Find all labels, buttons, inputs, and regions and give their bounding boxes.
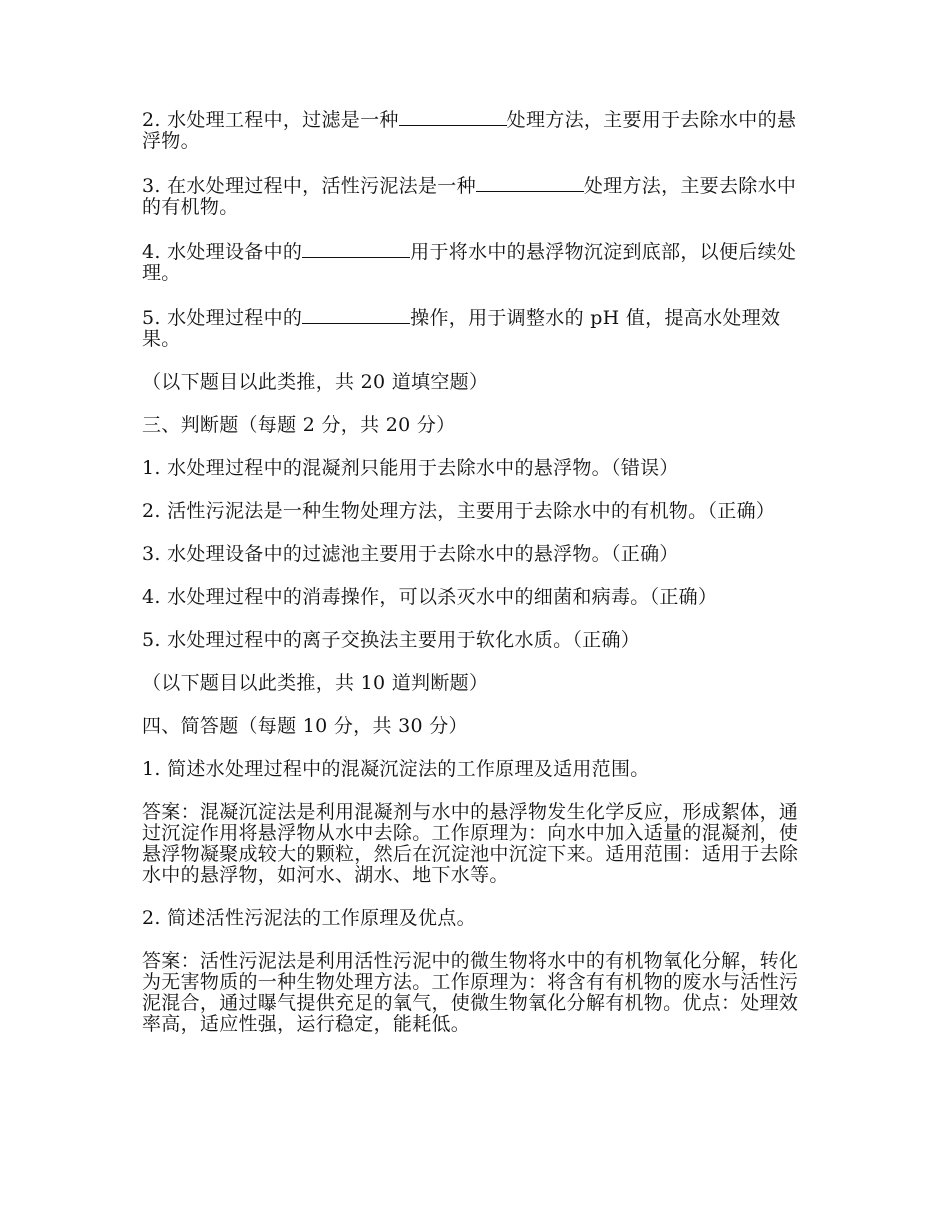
fill-in-question-2 xyxy=(142,108,807,152)
answer-blank xyxy=(476,174,584,192)
true-false-question-1: 1. 水处理过程中的混凝剂只能用于去除水中的悬浮物。（错误） xyxy=(142,457,679,479)
question-text-after: 用于将水中的悬浮物沉淀到底部，以便后续处理。 xyxy=(142,241,797,284)
question-text-before: 4. 水处理设备中的 xyxy=(142,241,303,263)
question-text-before: 3. 在水处理过程中，活性污泥法是一种 xyxy=(142,175,476,197)
true-false-question-5: 5. 水处理过程中的离子交换法主要用于软化水质。（正确） xyxy=(142,629,641,651)
question-text-after: 处理方法，主要去除水中的有机物。 xyxy=(142,175,797,218)
true-false-question-2: 2. 活性污泥法是一种生物处理方法，主要用于去除水中的有机物。（正确） xyxy=(142,500,776,522)
question-text-after: 操作，用于调整水的 pH 值，提高水处理效果。 xyxy=(142,307,781,350)
answer-blank xyxy=(399,108,507,126)
true-false-note: （以下题目以此类推，共 10 道判断题） xyxy=(142,672,489,694)
short-answer-answer-1: 答案：混凝沉淀法是利用混凝剂与水中的悬浮物发生化学反应，形成絮体，通过沉淀作用将悬浮物从水中去除。工作原理为：向水中加入适量的混凝剂，使悬浮物凝聚成较大的颗粒，然后在沉淀池中沉淀下来。适用范围：适用于去除水中的悬浮物，如河水、湖水、地下水等。 xyxy=(142,801,799,886)
answer-blank xyxy=(302,240,410,258)
question-text-after: 处理方法，主要用于去除水中的悬浮物。 xyxy=(142,109,797,152)
question-text-before: 2. 水处理工程中，过滤是一种 xyxy=(142,109,399,131)
true-false-question-4: 4. 水处理过程中的消毒操作，可以杀灭水中的细菌和病毒。（正确） xyxy=(142,586,718,608)
short-answer-question-1: 1. 简述水处理过程中的混凝沉淀法的工作原理及适用范围。 xyxy=(142,758,650,780)
section-4-title: 四、简答题（每题 10 分，共 30 分） xyxy=(142,715,468,737)
fill-in-question-5 xyxy=(142,306,807,350)
fill-in-note: （以下题目以此类推，共 20 道填空题） xyxy=(142,371,489,393)
fill-in-question-3 xyxy=(142,174,807,218)
true-false-question-3: 3. 水处理设备中的过滤池主要用于去除水中的悬浮物。（正确） xyxy=(142,543,679,565)
short-answer-answer-2: 答案：活性污泥法是利用活性污泥中的微生物将水中的有机物氧化分解，转化为无害物质的一种生物处理方法。工作原理为：将含有有机物的废水与活性污泥混合，通过曝气提供充足的氧气，使微生物氧化分解有机物。优点：处理效率高，适应性强，运行稳定，能耗低。 xyxy=(142,950,799,1035)
document-page xyxy=(142,108,807,1057)
answer-blank xyxy=(302,306,410,324)
short-answer-question-2: 2. 简述活性污泥法的工作原理及优点。 xyxy=(142,907,476,929)
section-3-title: 三、判断题（每题 2 分，共 20 分） xyxy=(142,414,456,436)
fill-in-question-4 xyxy=(142,240,807,284)
question-text-before: 5. 水处理过程中的 xyxy=(142,307,303,329)
